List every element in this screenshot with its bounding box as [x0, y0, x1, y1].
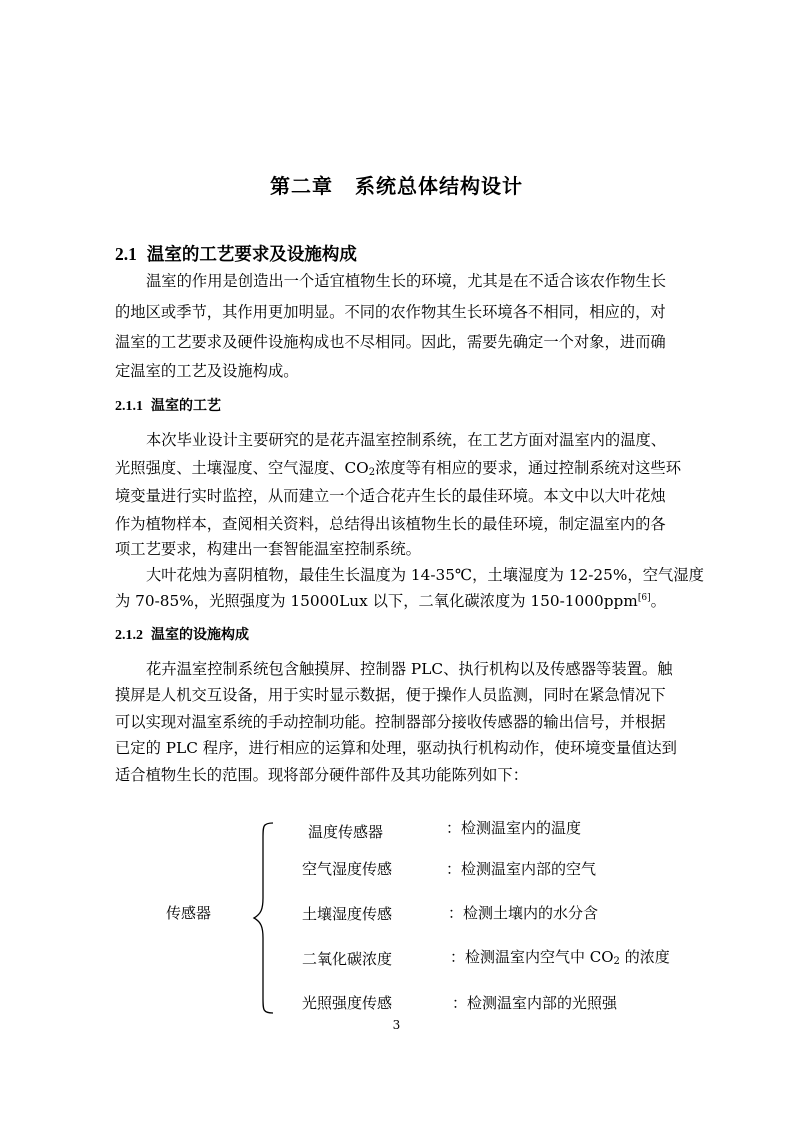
paragraph-line: 可以实现对温室系统的手动控制功能。控制器部分接收传感器的输出信号，并根据 — [115, 713, 666, 731]
diagram-item-name: 温度传感器 — [308, 823, 384, 841]
page-number: 3 — [392, 1018, 401, 1032]
chapter-number: 第二章 — [270, 174, 333, 198]
paragraph-line: 的地区或季节，其作用更加明显。不同的农作物其生长环境各不相同，相应的，对 — [115, 303, 666, 321]
curly-brace-icon — [250, 820, 280, 1016]
diagram-item-desc: ：检测温室内空气中 $CO_2$ 的浓度 — [450, 948, 670, 967]
diagram-item-desc: ：检测土壤内的水分含 — [448, 904, 599, 922]
chapter-title — [0, 170, 793, 199]
paragraph-line: 适合植物生长的范围。现将部分硬件部件及其功能陈列如下： — [115, 766, 529, 784]
subsection-number: 2.1.1 — [115, 399, 143, 414]
subsection-title: 温室的工艺 — [151, 398, 221, 414]
paragraph-line: 花卉温室控制系统包含触摸屏、控制器 PLC、执行机构以及传感器等装置。触 — [146, 660, 673, 678]
diagram-item-name: 二氧化碳浓度 — [302, 950, 393, 968]
diagram-item-desc: ：检测温室内部的光照强 — [452, 994, 618, 1012]
paragraph-line: 已定的 PLC 程序，进行相应的运算和处理，驱动执行机构动作，使环境变量值达到 — [115, 739, 677, 757]
section-title: 温室的工艺要求及设施构成 — [146, 245, 357, 265]
paragraph-line: 定温室的工艺及设施构成。 — [115, 362, 299, 380]
diagram-item-name: 空气湿度传感 — [302, 860, 393, 878]
paragraph-line: 摸屏是人机交互设备，用于实时显示数据，便于操作人员监测，同时在紧急情况下 — [115, 686, 666, 704]
diagram-root-label: 传感器 — [166, 904, 212, 922]
paragraph-line: 温室的工艺要求及硬件设施构成也不尽相同。因此，需要先确定一个对象，进而确 — [115, 333, 666, 351]
section-heading — [115, 241, 357, 266]
section-number: 2.1 — [115, 244, 137, 264]
diagram-item-name: 光照强度传感 — [302, 994, 393, 1012]
subsection-heading — [115, 624, 249, 644]
subsection-number: 2.1.2 — [115, 628, 143, 643]
paragraph-line: 境变量进行实时监控，从而建立一个适合花卉生长的最佳环境。本文中以大叶花烛 — [115, 487, 666, 505]
paragraph-line: 本次毕业设计主要研究的是花卉温室控制系统，在工艺方面对温室内的温度、 — [146, 431, 667, 449]
diagram-item-name: 土壤湿度传感 — [302, 905, 393, 923]
paragraph-line: 为 70-85%，光照强度为 15000Lux 以下，二氧化碳浓度为 150-1000ppm[6]。 — [115, 592, 666, 610]
paragraph-line: 项工艺要求，构建出一套智能温室控制系统。 — [115, 540, 421, 558]
paragraph-line: 温室的作用是创造出一个适宜植物生长的环境，尤其是在不适合该农作物生长 — [146, 272, 667, 290]
paragraph-line: 光照强度、土壤湿度、空气湿度、$CO_2$浓度等有相应的要求，通过控制系统对这些环 — [115, 459, 682, 478]
paragraph-line: 作为植物样本，查阅相关资料，总结得出该植物生长的最佳环境，制定温室内的各 — [115, 515, 666, 533]
chapter-name: 系统总体结构设计 — [355, 174, 523, 198]
citation[interactable]: [6] — [637, 593, 651, 603]
diagram-item-desc: ：检测温室内部的空气 — [446, 860, 597, 878]
paragraph-line: 大叶花烛为喜阴植物，最佳生长温度为 14-35℃，土壤湿度为 12-25%，空气湿度 — [146, 566, 704, 584]
diagram-item-desc: ：检测温室内的温度 — [446, 819, 582, 837]
subsection-heading — [115, 395, 221, 415]
subsection-title: 温室的设施构成 — [151, 627, 249, 643]
